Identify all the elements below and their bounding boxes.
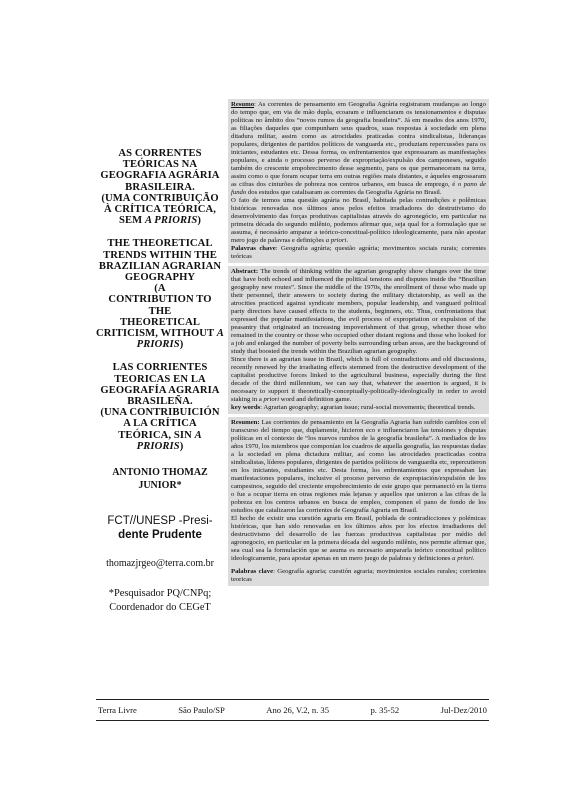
title-line: BRASILEÑA. — [127, 396, 193, 408]
abstract-label: Resumen: — [231, 419, 260, 426]
title-line: GEOGRAFÍA AGRARIA — [100, 384, 220, 396]
subtitle-line: (UMA CONTRIBUIÇÃO — [101, 192, 219, 204]
title-line: GEOGRAFIA AGRÁRIA — [100, 170, 220, 182]
subtitle-line: THEORETICAL — [120, 316, 200, 328]
author-footnote: *Pesquisador PQ/CNPq; Coordenador do CEGeT — [108, 588, 212, 613]
subtitle-line: CONTRIBUTION TO THE — [108, 294, 212, 317]
author-affiliation: FCT//UNESP -Presi- dente Prudente — [107, 515, 213, 542]
title-line: GEOGRAPHY — [124, 272, 196, 284]
abstract-label: Abstract: — [231, 268, 259, 275]
abstract-label: Resumo — [231, 101, 255, 108]
subtitle-line: PRIORIS) — [136, 440, 184, 452]
keywords: key words: Agrarian geography; agrarian issue; rural-social movements; theoretical trends. — [231, 404, 476, 411]
journal-city: São Paulo/SP — [178, 705, 225, 715]
abstract-paragraph: Resumo: As correntes de pensamento em Geografia Agrária registraram mudanças ao longo do tempo que, em via de mão dupla, ecoaram e influenciaram os tensionamentos e disputas políticas no âmbito dos “novos rumos da geografia brasileira”. Já em meados dos anos 1970, as filiações daqueles que compunham seus quadros, suas respostas à sociedade em plena ditadura militar, assim como as atrocidades praticadas contra sindicalistas, lideranças populares, dirigentes de partidos políticos de vanguarda etc., produziam repercussões para os iniciantes, estudantes etc. Dessa forma, os enfrentamentos que expressaram as manifestações populares, e ainda o processo perverso de expropriação/expulsão dos camponeses, seguido também do crescente empobrecimento desse segmento, para os que permaneceram na terra, assim como o que foram ocupar terra em outras regiões mais distantes, e àqueles engrossaram as cifras dos cinturões de pobreza nos centros urbanos, em busca de emprego, é o pano de fundo dos estudos que catalisaram as correntes da Geografia Agrária no Brasil. — [231, 101, 486, 196]
title-line: LAS CORRIENTES — [112, 362, 208, 374]
keywords: Palavras chave: Geografia agrária; questão agrária; movimentos sociais rurais; correntes teóricas — [231, 245, 486, 260]
subtitle-line: TEÓRICA, SIN A — [118, 429, 202, 441]
title-english — [96, 238, 224, 350]
subtitle-line: (A — [154, 283, 166, 295]
author-email: thomazjrgeo@terra.com.br — [106, 558, 214, 570]
abstract-paragraph: Abstract: The trends of thinking within the agrarian geography show changes over the time that have both echoed and influenced the political tensions and disputes inside the “Brazilian geography new routes”. Since the middle of the 1970s, the enrollment of those who made up their personnel, their answers to society during the military dictatorship, as well as the atrocities practiced against syndicate members, popular leadership, and vanguard political party directors have caused effects to the students, beginners, etc. Thus, confrontations that expressed the popular manifestations, the evil process of expropriation or expulsion of the peasantry that originated an increasing impoverishment of that group, whether those who remained in the country or those who occupied other distant regions and those who looked for a job and enlarged the number of poverty belts surrounding urban areas, are the background of study that boosted the trends within the Brazilian agrarian geography. — [231, 268, 486, 355]
abstract-portuguese — [228, 99, 489, 263]
title-line: TEÓRICAS NA — [122, 159, 198, 171]
abstract-paragraph: Resumen: Las corrientes de pensamiento en la Geografía Agraria han sufrido cambios con el transcurso del tiempo que, duplamente, hicieron eco e influenciaron las tensiones y disputas políticas en el contexto de “los nuevos rumbos de la geografía brasileña”. A mediados de los años 1970, los miembros que componían los cuadros de aquella geografía, las respuestas dadas a la sociedad en plena dictadura militar, así como las atrocidades practicadas contra sindicalistas, líderes populares, dirigentes de partidos políticos de vanguardia etc, repercutieron en los iniciantes, estudiantes etc. Desta forma, los enfrentamientos que expresaban las manifestaciones populares, inclusive el proceso perverso de expropiación/expulsión de los campesinos, seguido del creciente empobrecimiento de este grupo que permaneció en la tierra o fue a ocupar tierra en otras regiones más lejanas y aquellos que unieron a las cifras de la pobreza en los centros urbanos en busca de empleo, componen el pano de fondo de los estudios que catalizaron las corrientes de Geografía Agraria en Brasil. — [231, 419, 486, 514]
journal-volume: Ano 26, V.2, n. 35 — [266, 705, 330, 715]
subtitle-line: À CRÍTICA TEÓRICA, — [104, 204, 216, 216]
abstract-english — [228, 266, 489, 414]
title-spanish — [96, 362, 224, 452]
title-portuguese — [96, 148, 224, 226]
journal-footer — [96, 699, 489, 721]
subtitle-line: CRITICISM, WITHOUT A — [96, 328, 224, 340]
title-line: THE THEORETICAL — [107, 238, 213, 250]
abstracts-column — [228, 99, 489, 589]
journal-name: Terra Livre — [98, 705, 137, 715]
title-line: BRAZILIAN AGRARIAN — [98, 260, 222, 272]
title-line: AS CORRENTES — [118, 148, 202, 159]
abstract-paragraph: El hecho de existir una cuestión agraria em Brasil, poblada de contradicciones y polémicas históricas, que han sido renovadas en los últimos años por los efectos irradiadores del destructivismo del desarrollo de las fuerzas productivas capitalistas por médio del agronegocio, en particular en la primera década del segundo milênio, nos permite afirmar que, sea cual sea la formulación que se asuma es necesario ampararla teórico conceitual político ideologicamente, para apostar apenas en un mero juego de palabras y definiciones a priori. — [231, 515, 486, 562]
abstract-spanish — [228, 417, 489, 586]
abstract-paragraph: Since there is an agrarian issue in Brazil, which is full of contradictions and old discussions, recently renewed by the irradiating effects stemmed from the destructive development of the capitalist productive forces linked to the agricultural business, especially during the first decade of the third millennium, we can say that, whatever the assertion is argued, it is necessary to support it theoretically-conceptually-politically-ideologically in order to avoid staking in a priori word and definition game. — [231, 356, 486, 403]
subtitle-line: PRIORIS) — [136, 339, 184, 351]
page-range: p. 35-52 — [370, 705, 400, 715]
title-line: TEORICAS EN LA — [114, 373, 206, 385]
subtitle-line: (UNA CONTRIBUICIÓN — [100, 407, 220, 419]
subtitle-line: A LA CRÍTICA — [123, 418, 197, 430]
title-column — [96, 148, 224, 614]
publication-date: Jul-Dez/2010 — [440, 705, 487, 715]
title-line: TRENDS WITHIN THE — [103, 249, 217, 261]
keywords: Palabras clave: Geografía agraria; cuestión agraria; movimientos sociales rurales; corrientes teoricas — [231, 568, 486, 583]
title-line: BRASILEIRA. — [125, 181, 195, 193]
abstract-paragraph: O fato de termos uma questão agrária no Brasil, habitada pelas contradições e polêmicas históricas renovadas nos últimos anos pelos efeitos irradiadores do destrutivismo do desenvolvimento das forças produtivas capitalistas através do agronegócio, em particular na primeira década do segundo milênio, podemos afirmar que, seja qual for a formulação que se assuma, é necessário amparar a teórico-conceitual-político ideologicamente, para não apostar mero jogo de palavras e definições a priori. — [231, 197, 486, 244]
author-name: ANTONIO THOMAZ JUNIOR* — [112, 467, 208, 492]
subtitle-line: SEM A PRIORIS) — [118, 215, 202, 227]
